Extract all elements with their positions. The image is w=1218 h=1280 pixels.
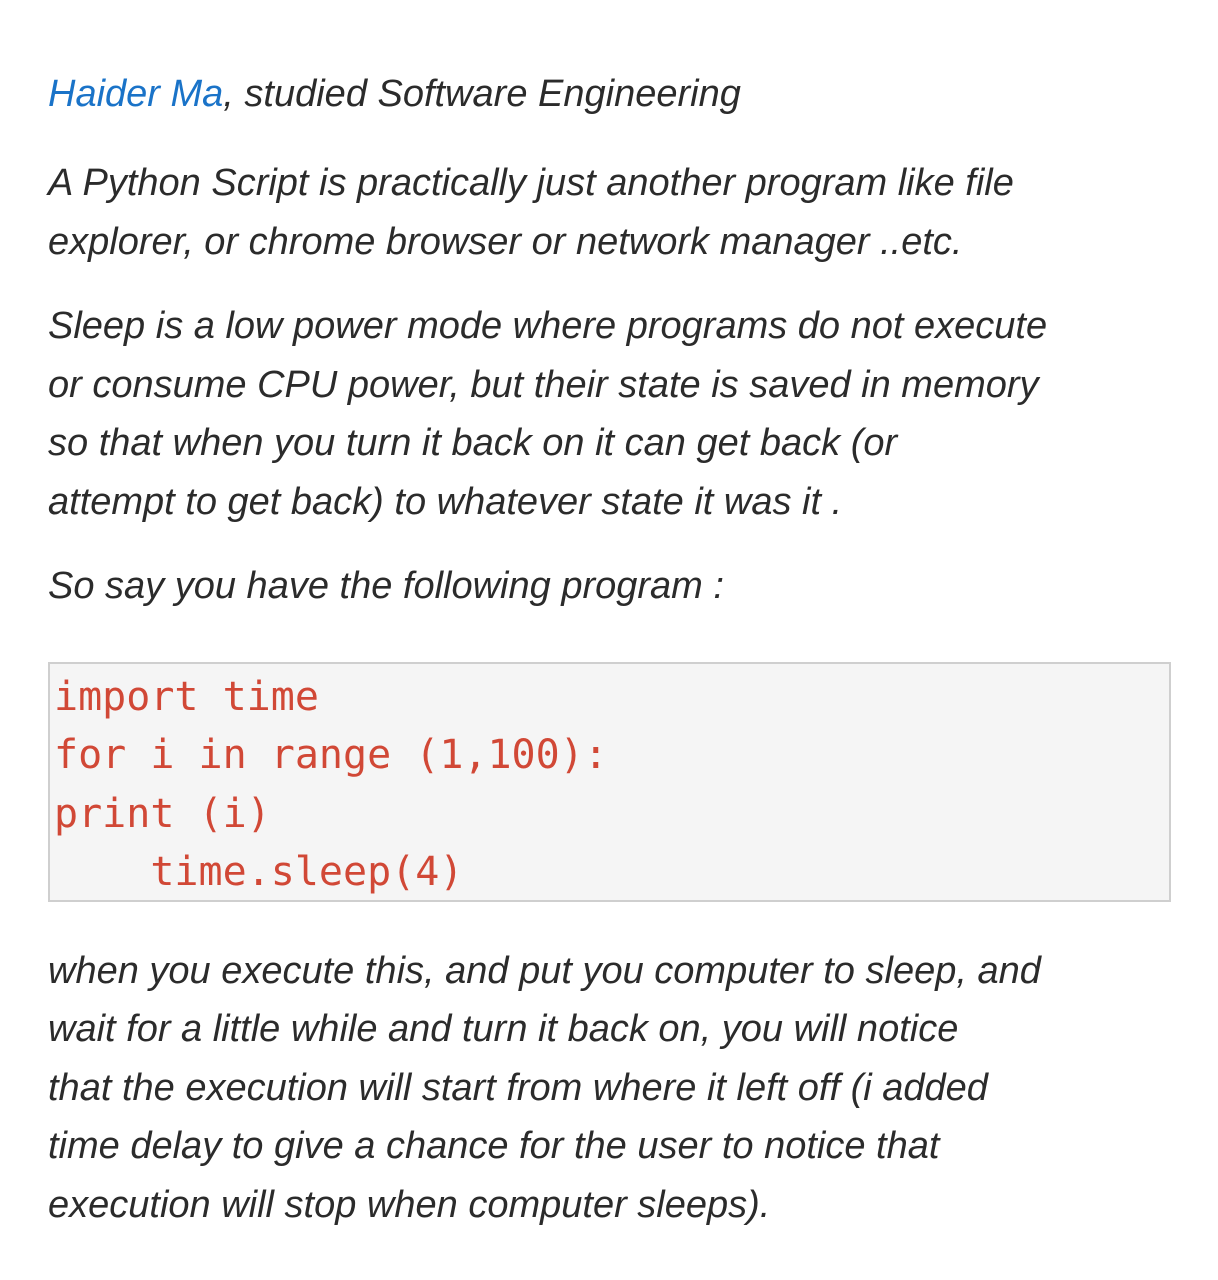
paragraph-line: wait for a little while and turn it back on, you will notice [48,1008,959,1050]
code-line: for i in range (1,100): [54,732,608,778]
paragraph-line: so that when you turn it back on it can get back (or [48,422,898,464]
paragraph-sleep-explanation [48,297,1172,531]
paragraph-line: Sleep is a low power mode where programs do not execute [48,305,1048,347]
code-line: time.sleep(4) [54,849,464,895]
author-line [48,68,1172,120]
code-line: print (i) [54,790,271,837]
code-block [48,662,1171,902]
answer-content [48,68,1172,1260]
author-credential: , studied Software Engineering [223,73,741,115]
paragraph-line: attempt to get back) to whatever state it was it . [48,480,843,523]
paragraph-closing [48,942,1172,1235]
code-line: import time [54,673,319,720]
paragraph-line: A Python Script is practically just another program like file [48,162,1014,204]
paragraph-line: execution will stop when computer sleeps). [48,1183,771,1226]
paragraph-line: explorer, or chrome browser or network manager ..etc. [48,220,963,263]
author-name-link[interactable]: Haider Ma [48,73,224,115]
paragraph-line: when you execute this, and put you computer to sleep, and [48,949,1041,992]
paragraph-line: time delay to give a chance for the user to notice that [48,1125,940,1167]
paragraph-line: So say you have the following program : [48,565,724,607]
paragraph-intro [48,154,1172,271]
paragraph-program-intro [48,557,1172,616]
paragraph-line: or consume CPU power, but their state is saved in memory [48,363,1039,406]
paragraph-line: that the execution will start from where it left off (i added [48,1066,988,1109]
